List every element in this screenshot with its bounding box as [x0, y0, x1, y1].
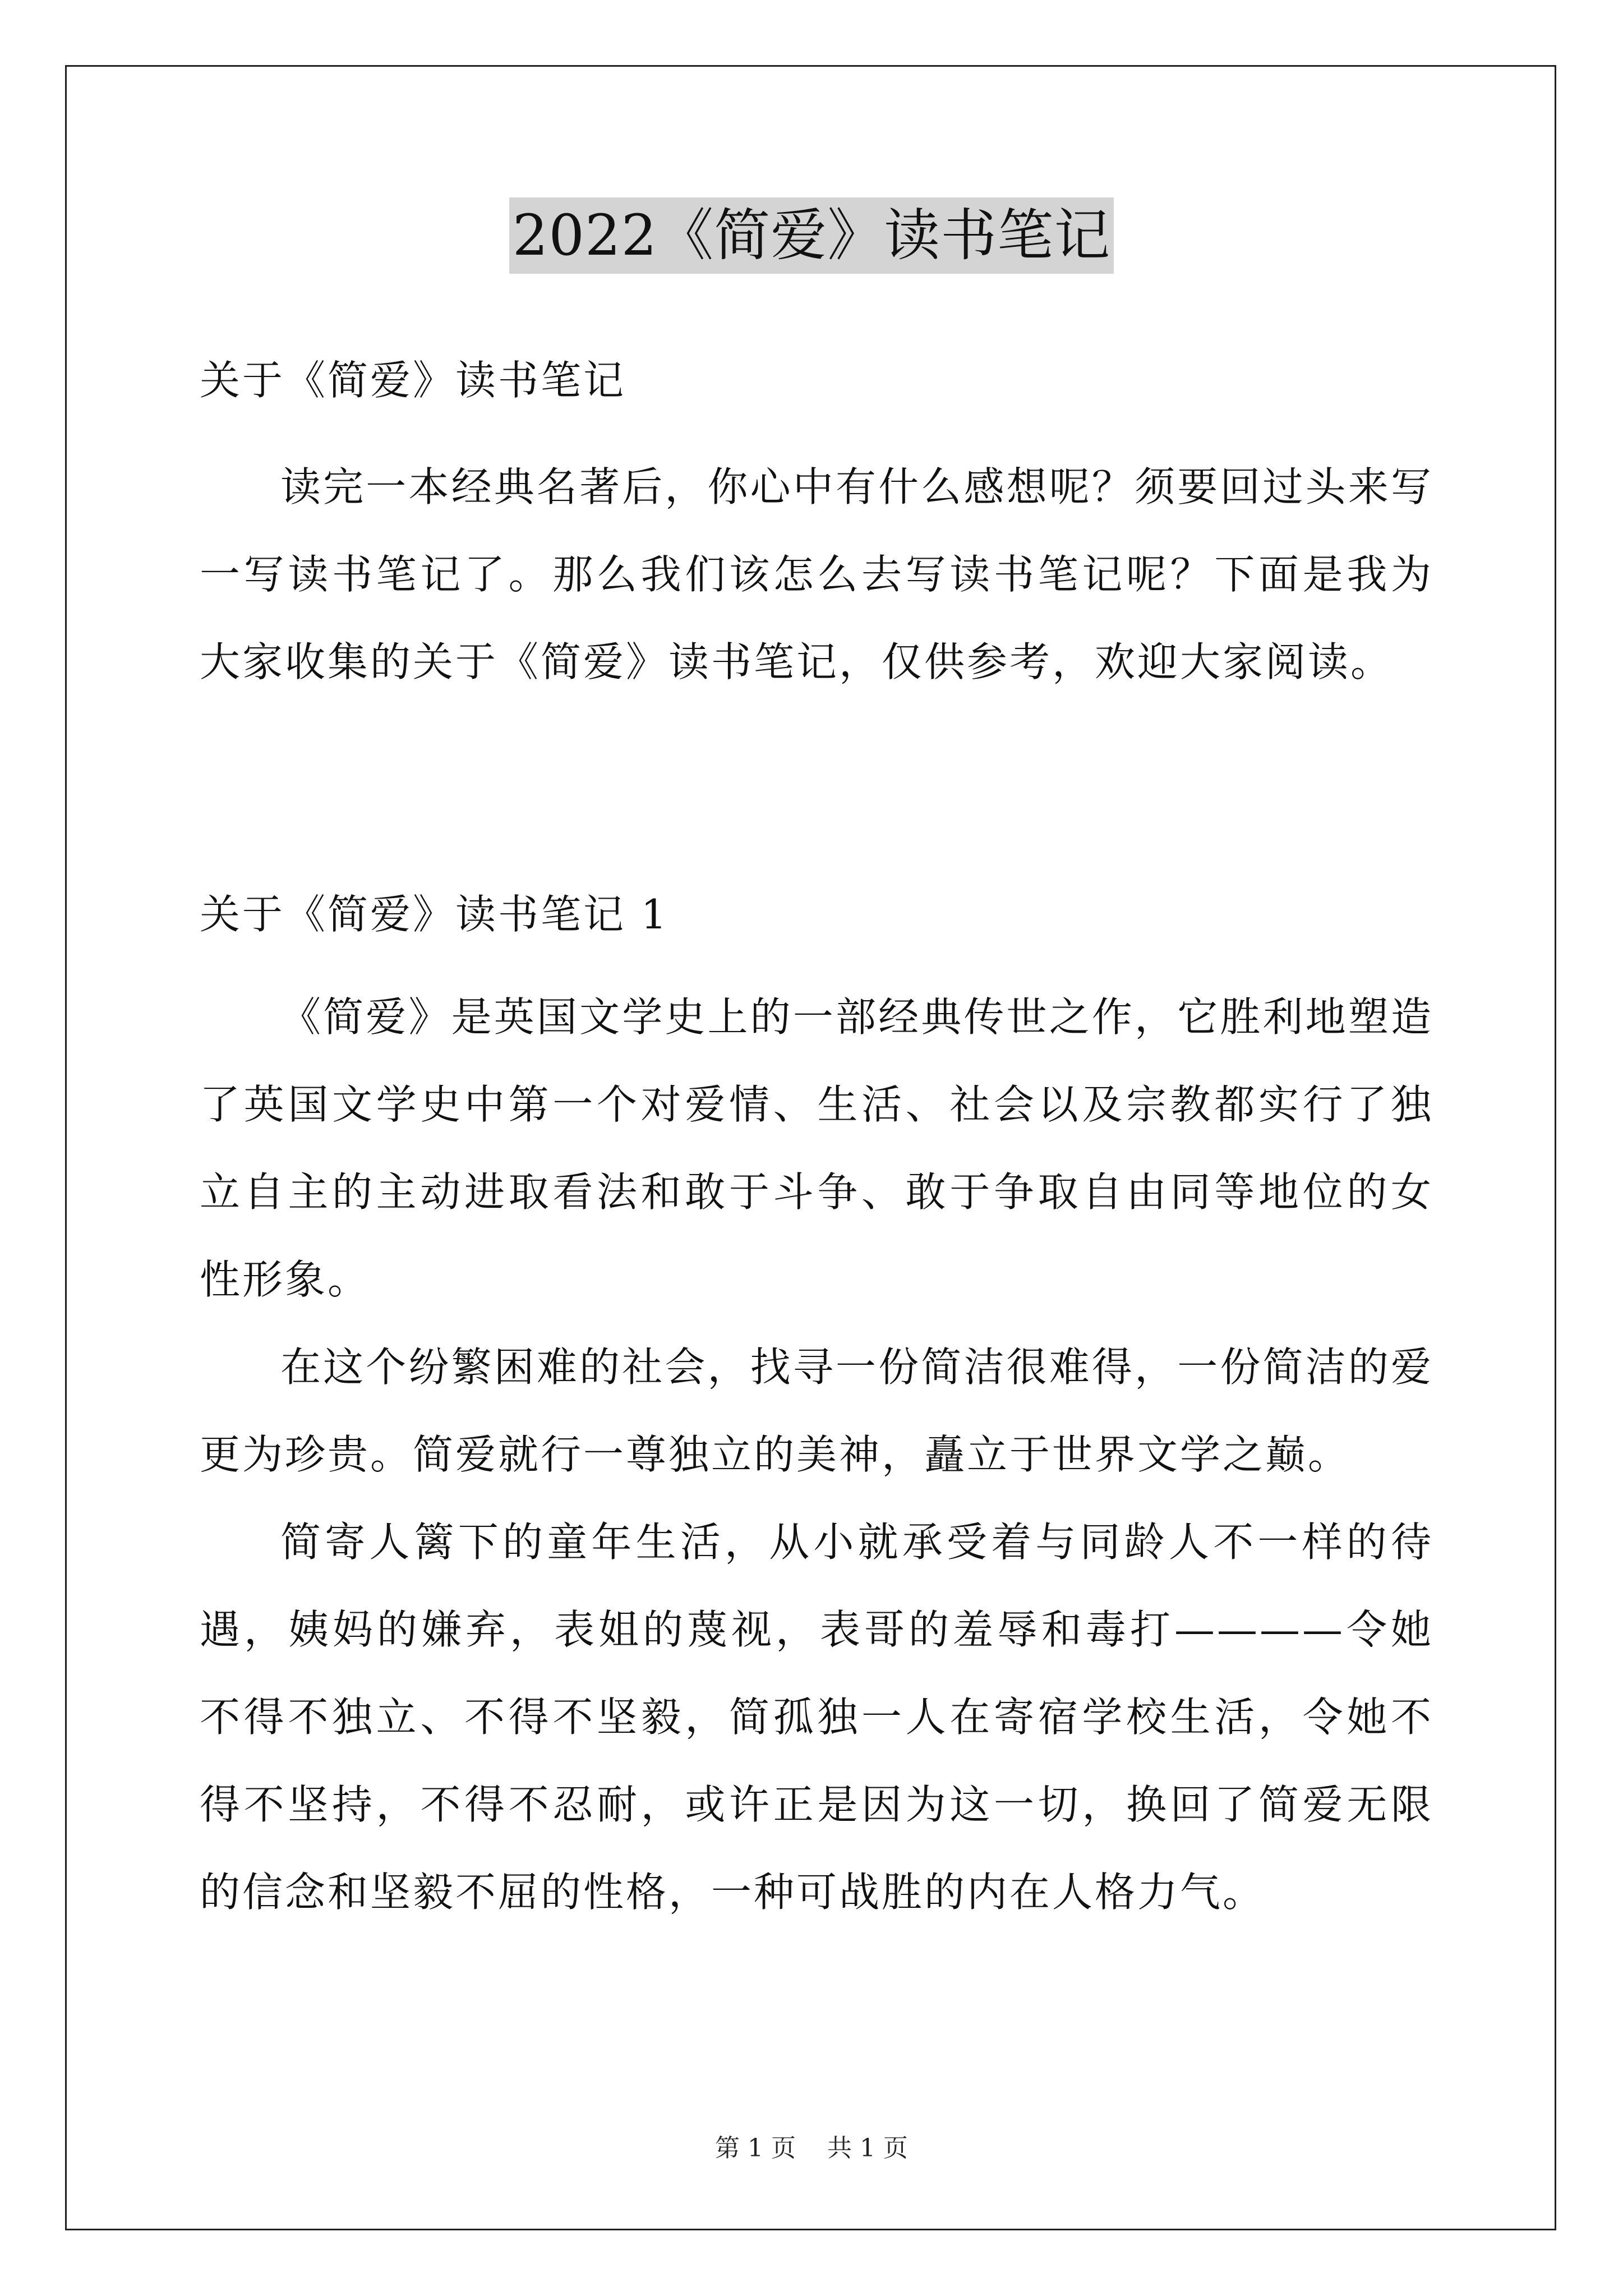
section1-heading: 关于《简爱》读书笔记 1: [200, 891, 669, 938]
section1-paragraph-2: 在这个纷繁困难的社会，找寻一份简洁很难得，一份简洁的爱更为珍贵。简爱就行一尊独立的美神，矗立于世界文学之巅。: [200, 1343, 1433, 1478]
intro-paragraph-block: [200, 443, 1433, 706]
page-footer: 第 1 页 共 1 页: [715, 2134, 908, 2162]
title-container: [0, 197, 1623, 274]
document-title: 2022《简爱》读书笔记: [509, 197, 1114, 274]
section1-paragraph-3: 简寄人篱下的童年生活，从小就承受着与同龄人不一样的待遇，姨妈的嫌弃，表姐的蔑视，表哥的羞辱和毒打————令她不得不独立、不得不坚毅，简孤独一人在寄宿学校生活，令她不得不坚持，不得不忍耐，或许正是因为这一切，换回了简爱无限的信念和坚毅不屈的性格，一种可战胜的内在人格力气。: [200, 1519, 1433, 1916]
intro-heading: 关于《简爱》读书笔记: [200, 357, 626, 404]
section1-body: [200, 973, 1433, 1936]
section1-paragraph-1: 《简爱》是英国文学史上的一部经典传世之作，它胜利地塑造了英国文学史中第一个对爱情、生活、社会以及宗教都实行了独立自主的主动进取看法和敢于斗争、敢于争取自由同等地位的女性形象。: [200, 993, 1433, 1303]
intro-paragraph: 读完一本经典名著后，你心中有什么感想呢？须要回过头来写一写读书笔记了。那么我们该怎么去写读书笔记呢？下面是我为大家收集的关于《简爱》读书笔记，仅供参考，欢迎大家阅读。: [200, 463, 1433, 685]
